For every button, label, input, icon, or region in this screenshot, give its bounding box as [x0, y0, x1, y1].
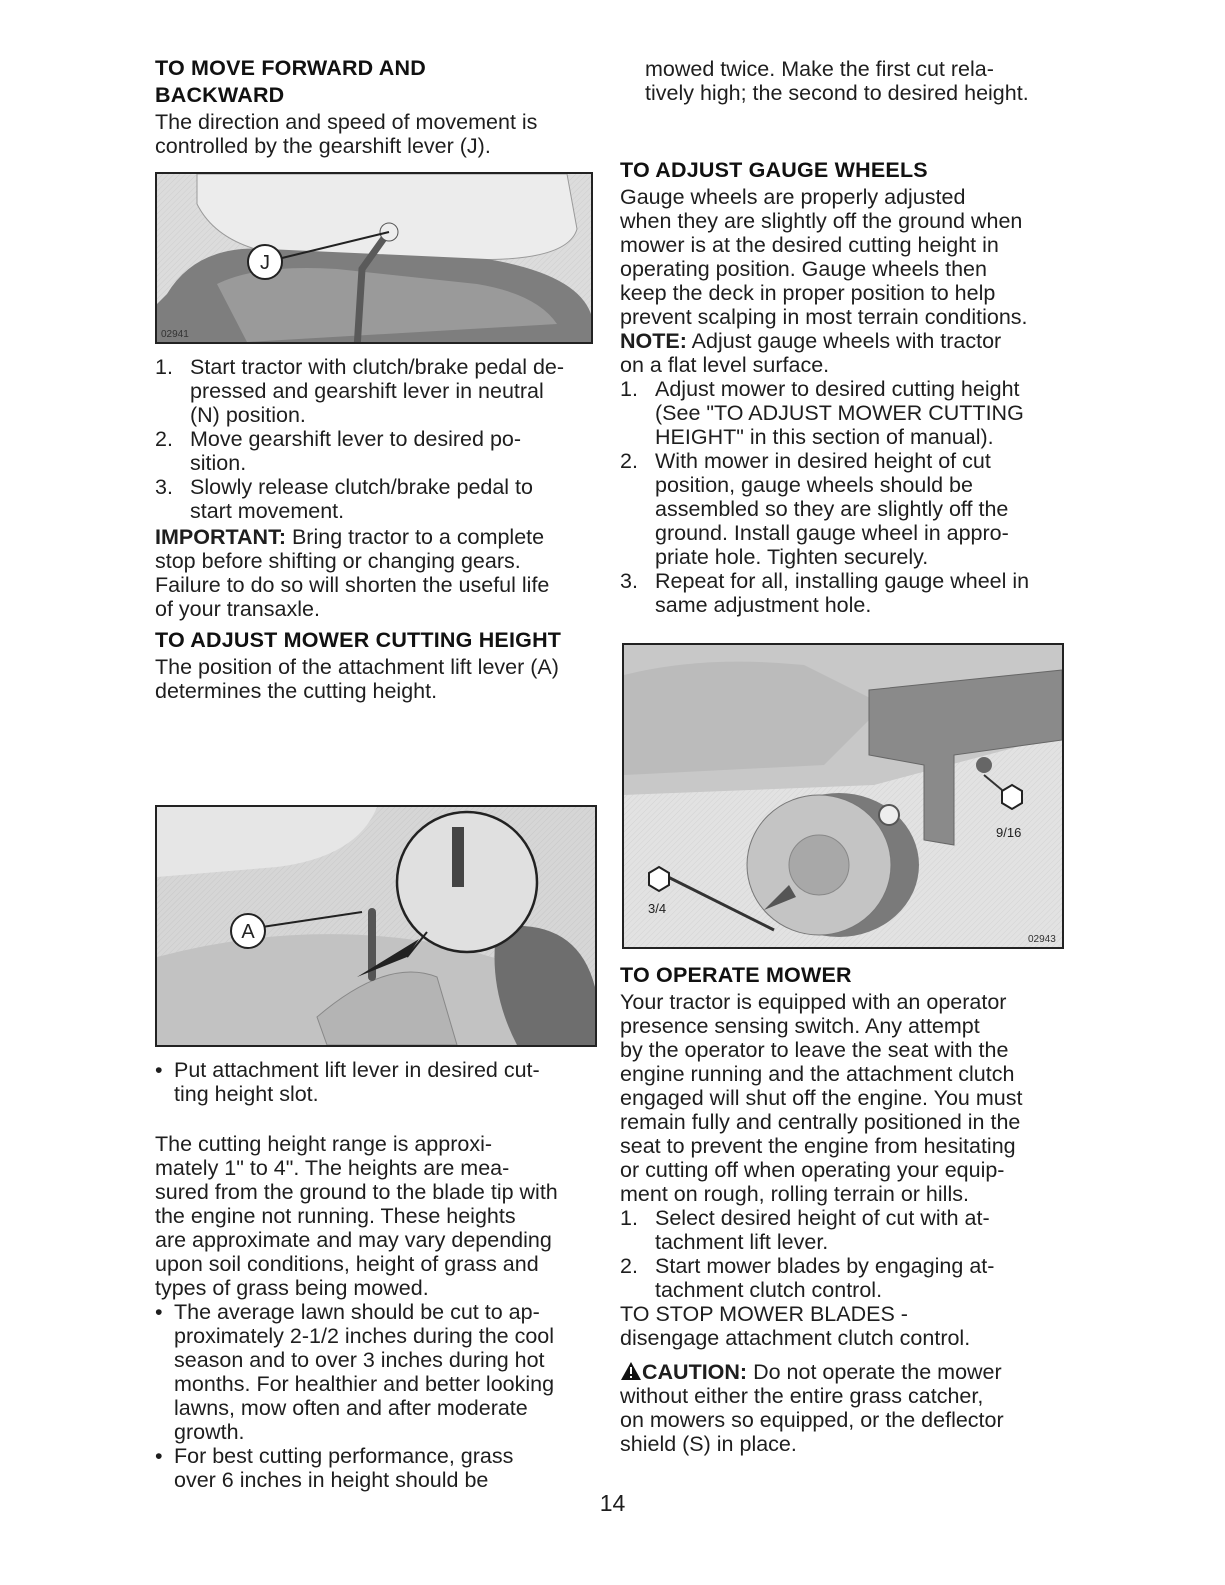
- operate-paragraph: Your tractor is equipped with an operator presence sensing switch. Any attempt by the operator to leave the seat with the engine running and the attachment clutch engaged will shut off the engine. You must remain fully and centrally positioned in the seat to prevent the engine from hesitating or cutting off when operating your equip- ment on rough, rolling terrain or hills.: [620, 990, 1023, 1206]
- cut-intro-line2: determines the cutting height.: [155, 679, 438, 703]
- gauge-step-3: 3. Repeat for all, installing gauge wheel in same adjustment hole.: [620, 569, 1030, 617]
- move-steps: [155, 355, 605, 523]
- gauge-step-1: 1. Adjust mower to desired cutting height (See "TO ADJUST MOWER CUTTING HEIGHT" in this section of manual).: [620, 377, 1024, 449]
- gauge-paragraph: Gauge wheels are properly adjusted when they are slightly off the ground when mower is at the desired cutting height in operating position. Gauge wheels then keep the deck in proper position to help prevent scalping in most terrain conditions.: [620, 185, 1028, 329]
- wrench-size-34: 3/4: [648, 901, 667, 916]
- stop-blades-text: TO STOP MOWER BLADES - disengage attachment clutch control.: [620, 1302, 971, 1350]
- move-step-2: 2. Move gearshift lever to desired po- sition.: [155, 427, 522, 475]
- gauge-wheel-figure: [622, 643, 1064, 949]
- bullet-lift-lever: • Put attachment lift lever in desired cut- ting height slot.: [155, 1058, 540, 1106]
- lift-lever-figure: [155, 805, 597, 1047]
- cut-heading: TO ADJUST MOWER CUTTING HEIGHT: [155, 628, 562, 652]
- move-heading-line2: BACKWARD: [155, 83, 285, 107]
- important-note: IMPORTANT: Bring tractor to a complete stop before shifting or changing gears. Failure to do so will shorten the useful life of your transaxle.: [155, 525, 550, 621]
- cut-intro-line1: The position of the attachment lift lever (A): [155, 655, 559, 679]
- gauge-step-2: 2. With mower in desired height of cut position, gauge wheels should be assembled so they are slightly off the ground. Install gauge wheel in appro- priate hole. Tighten securely.: [620, 449, 1009, 569]
- move-heading-line1: TO MOVE FORWARD AND: [155, 56, 426, 80]
- move-intro-line1: The direction and speed of movement is: [155, 110, 538, 134]
- wrench-size-916: 9/16: [996, 825, 1022, 840]
- bullet-best-cutting: • For best cutting performance, grass over 6 inches in height should be: [155, 1444, 514, 1492]
- gauge-steps: [620, 377, 1075, 617]
- gearshift-figure: [155, 172, 593, 344]
- move-intro-line2: controlled by the gearshift lever (J).: [155, 134, 491, 158]
- move-step-1: 1. Start tractor with clutch/brake pedal de- pressed and gearshift lever in neutral (N) position.: [155, 355, 565, 427]
- hex-wrench-icon-916: [1002, 785, 1022, 809]
- caution-note: CAUTION: Do not operate the mower without either the entire grass catcher, on mowers so equipped, or the deflector shield (S) in place.: [620, 1360, 1004, 1456]
- move-step-3: 3. Slowly release clutch/brake pedal to start movement.: [155, 475, 533, 523]
- callout-j-label: J: [260, 252, 270, 274]
- figure-code: 02941: [161, 329, 189, 340]
- callout-a-label: A: [241, 921, 255, 943]
- cutting-range-paragraph: The cutting height range is approxi- mately 1" to 4". The heights are mea- sured from the ground to the blade tip with the engine not running. These heights are approximate and may vary depending upon soil conditions, height of grass and types of grass being mowed.: [155, 1132, 558, 1300]
- operate-step-2: 2. Start mower blades by engaging at- tachment clutch control.: [620, 1254, 995, 1302]
- continued-line1: mowed twice. Make the first cut rela-: [645, 57, 994, 81]
- lift-lever-bullet: [155, 1058, 605, 1106]
- bullet-average-lawn: • The average lawn should be cut to ap- proximately 2-1/2 inches during the cool season and to over 3 inches during hot months. For healthier and better looking lawns, mow often and after moderate growth.: [155, 1300, 555, 1444]
- operate-heading: TO OPERATE MOWER: [620, 963, 852, 987]
- continued-line2: tively high; the second to desired height.: [645, 81, 1029, 105]
- operate-steps: [620, 1206, 1075, 1302]
- gauge-heading: TO ADJUST GAUGE WHEELS: [620, 158, 928, 182]
- gauge-note: NOTE: Adjust gauge wheels with tractor on a flat level surface.: [620, 329, 1002, 377]
- figure-code: 02943: [1028, 934, 1056, 945]
- page-number: 14: [599, 1490, 626, 1516]
- operate-step-1: 1. Select desired height of cut with at- tachment lift lever.: [620, 1206, 990, 1254]
- hex-wrench-icon-34: [649, 867, 669, 891]
- warning-triangle-icon: [620, 1361, 642, 1381]
- lawn-tips: [155, 1300, 605, 1492]
